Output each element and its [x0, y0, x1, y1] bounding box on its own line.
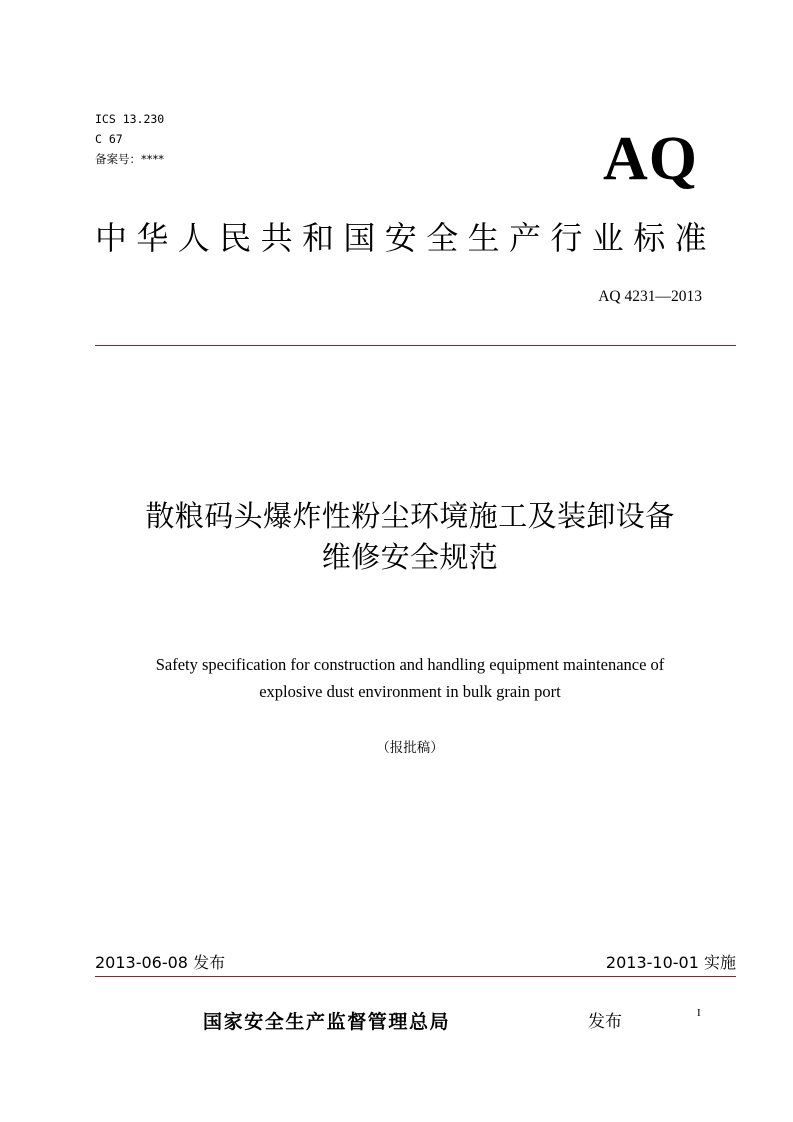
english-title-line-1: Safety specification for construction and handling equipment maintenance of [155, 655, 665, 674]
standard-title: 中华人民共和国安全生产行业标准 [95, 219, 717, 257]
issuing-authority: 国家安全生产监督管理总局 [203, 1012, 451, 1033]
ics-code: ICS 13.230 [95, 112, 165, 126]
release-label: 发布 [588, 1012, 622, 1032]
implementation-date: 2013-10-01 实施 [605, 953, 736, 972]
record-number: 备案号：**** [95, 152, 164, 166]
classification-code: C 67 [95, 132, 123, 146]
aq-logo: AQ [603, 125, 698, 193]
top-divider [95, 345, 736, 346]
bottom-divider [95, 976, 736, 977]
page-number: I [697, 1007, 701, 1019]
english-title-line-2: explosive dust environment in bulk grain port [259, 682, 561, 701]
document-title-line-2: 维修安全规范 [321, 540, 499, 574]
document-title-line-1: 散粮码头爆炸性粉尘环境施工及装卸设备 [145, 499, 675, 533]
issue-date: 2013-06-08 发布 [95, 953, 226, 972]
standard-number: AQ 4231—2013 [598, 288, 702, 305]
draft-status: （报批稿） [376, 740, 444, 756]
